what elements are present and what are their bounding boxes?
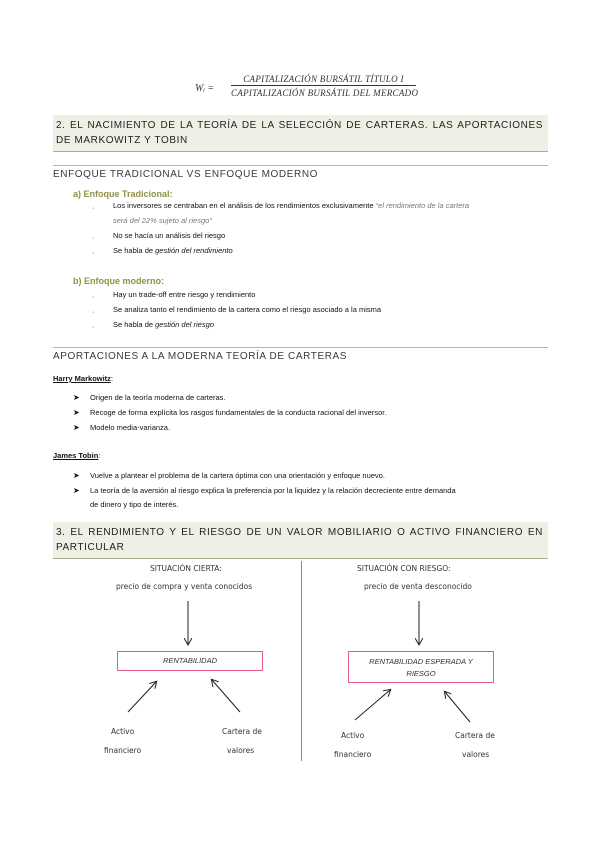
arrow-bullet-icon: ➤ [73, 393, 80, 402]
formula-lhs: Wᵢ = [195, 83, 215, 94]
right-label-valores: valores [462, 750, 490, 759]
bullet-mod-1: Hay un trade-off entre riesgo y rendimiento [113, 290, 256, 299]
tobin-heading: James Tobin: [53, 451, 101, 460]
bullet-dot: · [92, 233, 95, 242]
right-diagram-subtitle: precio de venta desconocido [364, 582, 472, 591]
markowitz-item-3: Modelo media-varianza. [90, 423, 171, 432]
arrow-bullet-icon: ➤ [73, 423, 80, 432]
rentabilidad-box: RENTABILIDAD [117, 651, 263, 671]
bullet-dot: · [92, 292, 95, 301]
bullet-trad-1-cont: será del 22% sujeto al riesgo” [113, 216, 212, 225]
arrow-activo-to-rentabilidad [128, 682, 156, 712]
bullet-mod-3: Se habla de gestión del riesgo [113, 320, 214, 329]
formula-numerator: CAPITALIZACIÓN BURSÁTIL TÍTULO I [243, 74, 404, 84]
left-label-financiero: financiero [104, 746, 142, 755]
tobin-item-2-cont: de dinero y tipo de interés. [90, 500, 179, 509]
right-diagram-title: SITUACIÓN CON RIESGO: [357, 564, 451, 573]
bullet-trad-1: Los inversores se centraban en el análisis de los rendimientos exclusivamente “el rendimiento de la cartera [113, 201, 470, 210]
left-diagram-subtitle: precio de compra y venta conocidos [116, 582, 253, 591]
right-label-cartera: Cartera de [455, 731, 495, 740]
subheading-enfoque: ENFOQUE TRADICIONAL VS ENFOQUE MODERNO [53, 165, 548, 180]
left-label-cartera: Cartera de [222, 727, 262, 736]
right-label-financiero: financiero [334, 750, 372, 759]
arrow-activo-to-esperada [355, 690, 390, 720]
subheading-aportaciones: APORTACIONES A LA MODERNA TEORÍA DE CARTERAS [53, 347, 548, 362]
arrow-bullet-icon: ➤ [73, 486, 80, 495]
section-3-heading: 3. EL RENDIMIENTO Y EL RIESGO DE UN VALOR MOBILIARIO O ACTIVO FINANCIERO EN PARTICULAR [53, 522, 548, 559]
enfoque-moderno-label: b) Enfoque moderno: [73, 276, 164, 286]
left-label-activo: Activo [111, 727, 135, 736]
bullet-dot: · [92, 322, 95, 331]
section-2-heading: 2. EL NACIMIENTO DE LA TEORÍA DE LA SELECCIÓN DE CARTERAS. LAS APORTACIONES DE MARKOWITZ Y TOBIN [53, 115, 548, 152]
bullet-mod-2: Se analiza tanto el rendimiento de la cartera como el riesgo asociado a la misma [113, 305, 382, 314]
formula-denominator: CAPITALIZACIÓN BURSÁTIL DEL MERCADO [231, 88, 419, 98]
arrow-bullet-icon: ➤ [73, 408, 80, 417]
rentabilidad-esperada-box: RENTABILIDAD ESPERADA Y RIESGO [348, 651, 494, 683]
markowitz-heading: Harry Markowitz: [53, 374, 114, 383]
left-diagram-title: SITUACIÓN CIERTA: [150, 564, 222, 573]
arrow-bullet-icon: ➤ [73, 471, 80, 480]
bullet-dot: · [92, 307, 95, 316]
bullet-trad-3: Se habla de gestión del rendimiento [113, 246, 233, 255]
markowitz-item-1: Origen de la teoría moderna de carteras. [90, 393, 226, 402]
arrow-cartera-to-rentabilidad [212, 680, 240, 712]
tobin-item-1: Vuelve a plantear el problema de la cartera óptima con una orientación y enfoque nuevo. [90, 471, 385, 480]
arrow-cartera-to-esperada [445, 692, 470, 722]
markowitz-item-2: Recoge de forma explícita los rasgos fundamentales de la conducta racional del inversor. [90, 408, 387, 417]
tobin-item-2: La teoría de la aversión al riesgo explica la preferencia por la liquidez y la relación decreciente entre demanda [90, 486, 456, 495]
right-label-activo: Activo [341, 731, 365, 740]
bullet-dot: · [92, 248, 95, 257]
enfoque-tradicional-label: a) Enfoque Tradicional: [73, 189, 173, 199]
bullet-dot: · [92, 203, 95, 212]
left-label-valores: valores [227, 746, 255, 755]
bullet-trad-2: No se hacía un análisis del riesgo [113, 231, 226, 240]
